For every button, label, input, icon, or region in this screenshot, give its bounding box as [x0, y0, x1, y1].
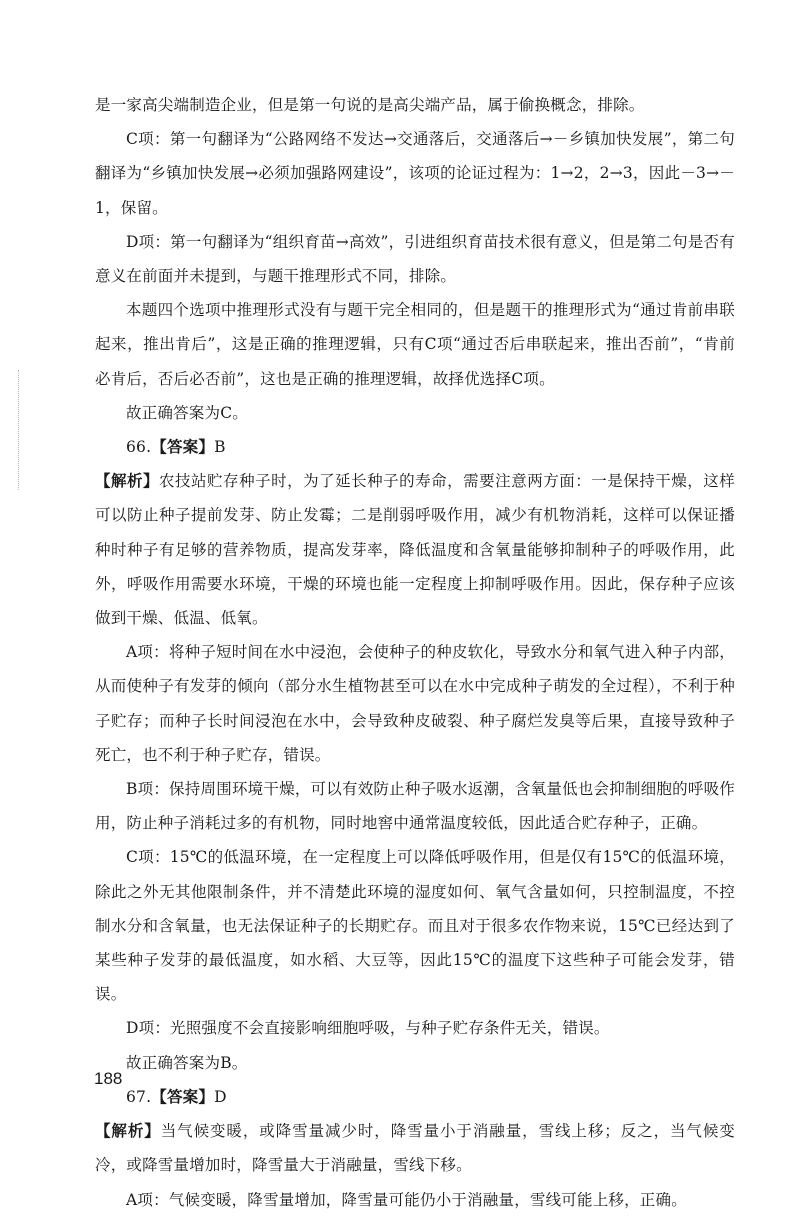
question-66-option-d: D项：光照强度不会直接影响细胞呼吸，与种子贮存条件无关，错误。	[126, 1019, 610, 1038]
question-67-answer: 67.【答案】D	[126, 1086, 227, 1106]
scan-artifact	[18, 370, 20, 490]
question-67-option-a: A项：气候变暖，降雪量增加，降雪量可能仍小于消融量，雪线可能上移，正确。	[126, 1190, 687, 1209]
paragraph-option-c: C项：第一句翻译为“公路网络不发达→交通落后，交通落后→－乡镇加快发展”，第二句翻译为“乡镇加快发展→必须加强路网建设”，该项的论证过程为：1→2，2→3，因此－3→－1，保留。	[95, 130, 735, 217]
document-body	[95, 88, 735, 1217]
question-67-analysis: 【解析】当气候变暖，或降雪量减少时，降雪量小于消融量，雪线上移；反之，当气候变冷，或降雪量增加时，降雪量大于消融量，雪线下移。	[95, 1121, 735, 1175]
paragraph-option-d: D项：第一句翻译为“组织育苗→高效”，引进组织育苗技术很有意义，但是第二句是否有意义在前面并未提到，与题干推理形式不同，排除。	[95, 232, 735, 286]
question-66-answer: 66.【答案】B	[126, 437, 226, 457]
question-66-analysis: 【解析】农技站贮存种子时，为了延长种子的寿命，需要注意两方面：一是保持干燥，这样可以防止种子提前发芽、防止发霉；二是削弱呼吸作用，减少有机物消耗，这样可以保证播种时种子有足够的营养物质，提高发芽率，降低温度和含氧量能够抑制种子的呼吸作用，此外，呼吸作用需要水环境，干燥的环境也能一定程度上抑制呼吸作用。因此，保存种子应该做到干燥、低温、低氧。	[95, 471, 735, 628]
paragraph-1: 是一家高尖端制造企业，但是第一句说的是高尖端产品，属于偷换概念，排除。	[95, 96, 645, 114]
question-66-option-a: A项：将种子短时间在水中浸泡，会使种子的种皮软化，导致水分和氧气进入种子内部，从而使种子有发芽的倾向（部分水生植物甚至可以在水中完成种子萌发的全过程），不利于种子贮存；而种子长时间浸泡在水中，会导致种皮破裂、种子腐烂发臭等后果，直接导致种子死亡，也不利于种子贮存，错误。	[95, 643, 735, 764]
question-66-option-b: B项：保持周围环境干燥，可以有效防止种子吸水返潮，含氧量低也会抑制细胞的呼吸作用，防止种子消耗过多的有机物，同时地窖中通常温度较低，因此适合贮存种子，正确。	[95, 780, 735, 833]
paragraph-summary: 本题四个选项中推理形式没有与题干完全相同的，但是题干的推理形式为“通过肯前串联起来，推出肯后”，这是正确的推理逻辑，只有C项“通过否后串联起来，推出否前”，“肯前必肯后，否后必否前”，这也是正确的推理逻辑，故择优选择C项。	[95, 301, 735, 388]
question-66-option-c: C项：15℃的低温环境，在一定程度上可以降低呼吸作用，但是仅有15℃的低温环境，除此之外无其他限制条件，并不清楚此环境的湿度如何、氧气含量如何，只控制温度，不控制水分和含氧量，也无法保证种子的长期贮存。而且对于很多农作物来说，15℃已经达到了某些种子发芽的最低温度，如水稻、大豆等，因此15℃的温度下这些种子可能会发芽，错误。	[95, 848, 735, 1004]
page-number: 188	[94, 1069, 123, 1088]
paragraph-answer-c: 故正确答案为C。	[126, 403, 248, 422]
question-66-conclusion: 故正确答案为B。	[126, 1053, 248, 1072]
